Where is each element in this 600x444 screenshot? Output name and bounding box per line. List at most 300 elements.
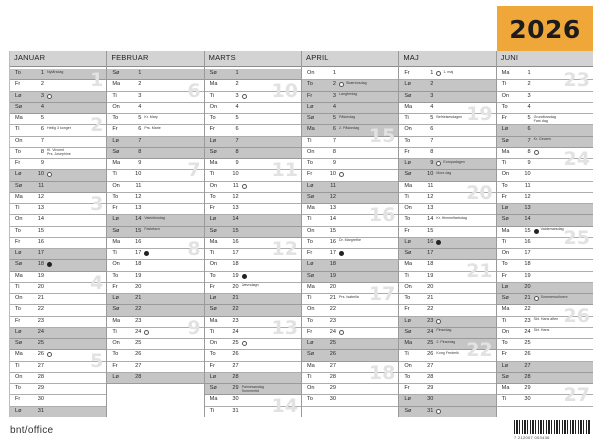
day-number: 26 [135, 351, 142, 358]
weekday-label: Ma [404, 261, 413, 268]
day-row[interactable] [10, 170, 106, 181]
weekday-label: On [307, 148, 315, 155]
day-row[interactable] [205, 215, 301, 226]
day-row[interactable] [399, 317, 495, 328]
day-number: 15 [135, 227, 142, 234]
day-number: 20 [524, 283, 531, 290]
day-row[interactable] [497, 260, 593, 271]
barcode-number: 7 212007 003436 [514, 435, 550, 440]
day-number: 1 [332, 70, 336, 76]
day-row[interactable] [302, 114, 398, 125]
day-row[interactable] [10, 305, 106, 316]
day-number: 18 [135, 261, 142, 268]
weekday-label: On [501, 250, 510, 256]
day-row[interactable] [302, 182, 398, 193]
weekday-label: On [209, 182, 218, 189]
weekday-label: Ti [501, 396, 507, 403]
day-row[interactable] [205, 350, 301, 361]
day-row[interactable] [399, 294, 495, 305]
day-number: 11 [232, 182, 239, 189]
day-number: 4 [235, 103, 239, 110]
day-row[interactable] [205, 193, 301, 204]
weekday-label: Lø [307, 261, 314, 268]
weekday-label: Lø [112, 373, 119, 380]
day-event: Kr. Himmelfartsdag [436, 215, 467, 220]
day-row[interactable] [205, 305, 301, 316]
day-number: 17 [135, 250, 142, 256]
full-moon-icon [436, 409, 441, 414]
day-row[interactable] [399, 305, 495, 316]
day-row[interactable] [107, 373, 203, 384]
week-number: 6 [187, 80, 201, 103]
day-row[interactable] [10, 103, 106, 114]
weekday-label: Sø [501, 137, 509, 144]
weekday-label: Ti [501, 238, 507, 245]
day-number: 26 [37, 351, 44, 358]
weekday-label: Ma [307, 205, 315, 211]
weekday-label: Fr [209, 205, 215, 211]
day-row[interactable] [399, 159, 495, 170]
month-name: JANUAR [14, 53, 46, 62]
day-row[interactable] [302, 103, 398, 114]
weekday-label: To [307, 160, 313, 166]
day-row[interactable] [10, 137, 106, 148]
day-row[interactable] [205, 137, 301, 148]
day-row[interactable] [399, 328, 495, 339]
day-row[interactable] [205, 69, 301, 80]
week-number: 26 [563, 305, 590, 328]
weekday-label: Ma [112, 160, 121, 166]
day-row[interactable] [205, 384, 301, 395]
day-number: 25 [524, 340, 531, 346]
weekday-label: Fr [307, 92, 313, 99]
weekday-label: Ti [15, 205, 20, 211]
day-event: Kl. Vincent Prs. Josephine [47, 148, 71, 157]
day-number: 29 [427, 385, 434, 391]
day-row[interactable] [302, 170, 398, 181]
day-row[interactable] [10, 384, 106, 395]
weekday-label: Sø [307, 272, 315, 279]
day-row[interactable] [497, 193, 593, 204]
full-moon-icon [534, 150, 539, 155]
day-row[interactable] [497, 328, 593, 339]
weekday-label: Fr [15, 160, 21, 166]
week-number: 14 [271, 395, 298, 417]
day-number: 5 [138, 115, 142, 121]
day-number: 21 [37, 295, 44, 301]
day-row[interactable] [497, 272, 593, 283]
day-number: 5 [527, 115, 531, 121]
day-row[interactable] [302, 384, 398, 395]
weekday-label: Fr [209, 126, 215, 133]
day-row[interactable] [497, 92, 593, 103]
day-number: 19 [135, 272, 142, 279]
weekday-label: Ti [404, 193, 409, 200]
day-row[interactable] [302, 92, 398, 103]
day-number: 19 [232, 272, 239, 279]
month-header [10, 51, 106, 67]
day-row[interactable] [107, 227, 203, 238]
day-row[interactable] [10, 317, 106, 328]
day-number: 5 [235, 115, 239, 121]
day-row[interactable] [497, 283, 593, 294]
weekday-label: Sø [209, 385, 217, 391]
day-row[interactable] [399, 137, 495, 148]
day-number: 29 [329, 385, 336, 391]
weekday-label: Ma [112, 238, 121, 245]
day-row[interactable] [497, 249, 593, 260]
day-row[interactable] [205, 362, 301, 373]
day-number: 22 [427, 306, 434, 313]
weekday-label: Ma [501, 306, 510, 313]
day-row[interactable] [399, 69, 495, 80]
day-row[interactable] [399, 373, 495, 384]
weekday-label: Fr [209, 362, 215, 369]
day-row[interactable] [107, 305, 203, 316]
day-row[interactable] [302, 249, 398, 260]
day-event: Nytårsdag [47, 69, 64, 74]
day-row[interactable] [107, 362, 203, 373]
weekday-label: To [209, 115, 216, 121]
week-number: 9 [187, 316, 201, 339]
day-row[interactable] [399, 215, 495, 226]
day-row[interactable] [399, 249, 495, 260]
week-number: 17 [368, 282, 396, 305]
weekday-label: Ma [15, 115, 23, 121]
week-number: 21 [466, 260, 493, 283]
day-number: 20 [329, 283, 336, 290]
day-row[interactable] [497, 114, 593, 125]
day-number: 18 [37, 261, 44, 268]
day-row[interactable] [399, 148, 495, 159]
day-row[interactable] [497, 350, 593, 361]
day-row[interactable] [399, 283, 495, 294]
weekday-label: Lø [15, 171, 22, 178]
day-number: 4 [138, 103, 142, 110]
day-row[interactable] [497, 362, 593, 373]
day-row[interactable] [10, 92, 106, 103]
day-row[interactable] [10, 294, 106, 305]
day-row[interactable] [107, 204, 203, 215]
day-number: 14 [135, 216, 142, 223]
weekday-label: To [501, 261, 508, 268]
weekday-label: On [307, 227, 315, 234]
full-moon-icon [47, 94, 52, 99]
day-row[interactable] [497, 204, 593, 215]
day-row[interactable] [107, 339, 203, 350]
day-row[interactable] [10, 182, 106, 193]
day-row[interactable] [302, 328, 398, 339]
day-row[interactable] [205, 204, 301, 215]
day-number: 1 [527, 70, 531, 76]
day-row[interactable] [10, 407, 106, 418]
week-number: 12 [271, 237, 298, 260]
day-row[interactable] [302, 193, 398, 204]
day-number: 28 [135, 373, 142, 380]
day-row[interactable] [10, 159, 106, 170]
day-row[interactable] [302, 339, 398, 350]
day-row[interactable] [205, 272, 301, 283]
day-row[interactable] [302, 227, 398, 238]
day-row[interactable] [10, 339, 106, 350]
day-number: 12 [427, 193, 434, 200]
day-row[interactable] [107, 272, 203, 283]
day-row[interactable] [497, 182, 593, 193]
day-number: 10 [135, 171, 142, 178]
day-event: Skærtorsdag [346, 80, 367, 85]
weekday-label: Ma [15, 193, 23, 200]
day-row[interactable] [497, 215, 593, 226]
day-number: 30 [329, 396, 336, 403]
day-row[interactable] [205, 114, 301, 125]
day-number: 15 [37, 227, 44, 234]
day-row[interactable] [107, 125, 203, 136]
day-row[interactable] [302, 317, 398, 328]
day-number: 8 [40, 148, 44, 155]
day-row[interactable] [205, 373, 301, 384]
day-row[interactable] [10, 227, 106, 238]
day-number: 6 [527, 126, 531, 133]
day-row[interactable] [205, 148, 301, 159]
day-event: Skt. Hans aften [533, 317, 559, 321]
weekday-label: Fr [307, 171, 313, 178]
weekday-label: Fr [112, 126, 118, 133]
weekday-label: On [404, 205, 412, 211]
day-row[interactable] [399, 384, 495, 395]
day-row[interactable] [399, 92, 495, 103]
day-row[interactable] [399, 80, 495, 91]
day-row[interactable] [10, 328, 106, 339]
weekday-label: Lø [209, 295, 217, 301]
day-row[interactable] [107, 283, 203, 294]
day-number: 10 [232, 171, 239, 178]
day-number: 29 [37, 385, 44, 391]
weekday-label: Fr [15, 238, 21, 245]
day-row[interactable] [497, 103, 593, 114]
day-row[interactable] [107, 114, 203, 125]
week-number: 3 [90, 192, 104, 215]
day-row[interactable] [399, 227, 495, 238]
weekday-label: Ma [307, 283, 315, 290]
day-row[interactable] [10, 148, 106, 159]
day-number: 3 [235, 92, 239, 99]
day-row[interactable] [399, 238, 495, 249]
weekday-label: Ma [307, 126, 315, 133]
weekday-label: Fr [15, 81, 21, 88]
weekday-label: Ti [15, 126, 20, 133]
day-row[interactable] [10, 215, 106, 226]
day-row[interactable] [205, 125, 301, 136]
day-number: 2 [235, 81, 239, 88]
day-row[interactable] [205, 227, 301, 238]
weekday-label: On [307, 70, 315, 76]
weekday-label: Sø [501, 216, 509, 223]
day-row[interactable] [10, 395, 106, 406]
day-number: 23 [524, 317, 531, 324]
day-row[interactable] [302, 260, 398, 271]
day-number: 3 [138, 92, 142, 99]
day-row[interactable] [107, 69, 203, 80]
weekday-label: To [307, 396, 313, 403]
day-row[interactable] [205, 103, 301, 114]
day-row[interactable] [205, 294, 301, 305]
day-row[interactable] [205, 283, 301, 294]
day-number: 6 [235, 126, 239, 133]
day-event: Befrielsesdagen [436, 114, 463, 119]
day-number: 27 [135, 362, 142, 369]
day-number: 13 [427, 205, 434, 211]
weekday-label: To [15, 306, 21, 313]
weekday-label: Fr [112, 362, 118, 369]
day-row[interactable] [497, 294, 593, 305]
day-number: 12 [329, 193, 336, 200]
day-event: Skt. Hans [533, 328, 550, 333]
day-number: 11 [427, 182, 434, 189]
day-row[interactable] [10, 373, 106, 384]
day-row[interactable] [399, 362, 495, 373]
weekday-label: To [307, 317, 313, 324]
day-number: 20 [232, 283, 239, 290]
day-row[interactable] [107, 103, 203, 114]
day-row[interactable] [399, 204, 495, 215]
day-row[interactable] [302, 305, 398, 316]
day-event: Valentinsdag [144, 215, 165, 220]
day-number: 13 [135, 205, 142, 211]
day-number: 13 [329, 205, 336, 211]
day-row[interactable] [302, 80, 398, 91]
day-number: 16 [427, 238, 434, 245]
day-row[interactable] [205, 260, 301, 271]
weekday-label: Fr [501, 193, 507, 200]
weekday-label: To [15, 227, 21, 234]
day-event: Pinsedag [436, 328, 452, 333]
day-number: 7 [527, 137, 531, 144]
weekday-label: On [15, 137, 23, 144]
day-number: 3 [40, 92, 44, 99]
day-number: 18 [524, 261, 531, 268]
day-number: 9 [527, 160, 531, 166]
weekday-label: Sø [404, 407, 412, 414]
weekday-label: Lø [501, 362, 509, 369]
new-moon-icon [339, 251, 344, 256]
day-number: 27 [329, 362, 336, 369]
weekday-label: Ti [501, 160, 507, 166]
weekday-label: On [501, 328, 510, 335]
day-row[interactable] [10, 249, 106, 260]
day-row[interactable] [302, 148, 398, 159]
day-row[interactable] [497, 137, 593, 148]
weekday-label: Sø [209, 70, 217, 76]
day-row[interactable] [10, 260, 106, 271]
day-number: 24 [524, 328, 531, 335]
new-moon-icon [47, 262, 52, 267]
day-number: 17 [524, 250, 531, 256]
full-moon-icon [534, 296, 539, 301]
day-row[interactable] [302, 238, 398, 249]
weekday-label: Ti [112, 328, 117, 335]
day-row[interactable] [107, 148, 203, 159]
day-number: 22 [232, 306, 239, 313]
day-row[interactable] [107, 215, 203, 226]
day-number: 23 [37, 317, 44, 324]
day-number: 19 [329, 272, 336, 279]
day-number: 18 [329, 261, 336, 268]
day-number: 18 [427, 261, 434, 268]
day-row[interactable] [302, 159, 398, 170]
day-row[interactable] [107, 182, 203, 193]
day-row[interactable] [302, 395, 398, 406]
day-event: Europadagen [443, 159, 465, 164]
day-row[interactable] [302, 69, 398, 80]
day-row[interactable] [205, 182, 301, 193]
day-number: 23 [427, 317, 434, 324]
day-event: Grundlovsdag Fars dag [533, 114, 557, 123]
weekday-label: Lø [501, 205, 509, 211]
day-row[interactable] [107, 350, 203, 361]
day-number: 31 [427, 407, 434, 414]
day-row[interactable] [497, 373, 593, 384]
day-row[interactable] [399, 395, 495, 406]
weekday-label: Ma [15, 351, 23, 358]
day-event: 2. Pinsedag [436, 339, 456, 344]
day-event: Fastelavn [144, 227, 160, 231]
weekday-label: On [404, 283, 412, 290]
day-row[interactable] [497, 125, 593, 136]
weekday-label: Fr [209, 283, 215, 290]
weekday-label: Ma [209, 81, 218, 88]
day-row[interactable] [107, 294, 203, 305]
weekday-label: Lø [404, 396, 411, 403]
week-number: 11 [271, 159, 298, 181]
day-number: 8 [235, 148, 239, 155]
day-row[interactable] [205, 339, 301, 350]
weekday-label: Sø [501, 373, 509, 380]
weekday-label: Ti [209, 171, 215, 178]
full-moon-icon [47, 352, 52, 357]
day-row[interactable] [302, 272, 398, 283]
day-number: 21 [135, 295, 142, 301]
day-row[interactable] [107, 193, 203, 204]
day-number: 17 [427, 250, 434, 256]
day-number: 12 [135, 193, 142, 200]
day-number: 7 [332, 137, 336, 144]
day-number: 2 [40, 81, 44, 88]
day-number: 1 [40, 70, 44, 76]
month-name: FEBRUAR [111, 53, 149, 62]
day-row[interactable] [107, 260, 203, 271]
weekday-label: Lø [404, 238, 411, 245]
day-number: 8 [430, 148, 434, 155]
weekday-label: Sø [404, 250, 412, 256]
day-row[interactable] [10, 238, 106, 249]
weekday-label: Lø [307, 182, 314, 189]
day-number: 16 [135, 238, 142, 245]
day-row[interactable] [497, 170, 593, 181]
week-number: 7 [187, 159, 201, 181]
day-number: 26 [329, 351, 336, 358]
day-row[interactable] [497, 339, 593, 350]
day-row[interactable] [107, 137, 203, 148]
week-number: 1 [90, 69, 104, 91]
day-row[interactable] [399, 170, 495, 181]
day-row[interactable] [399, 125, 495, 136]
day-row[interactable] [302, 350, 398, 361]
weekday-label: Fr [501, 351, 507, 358]
weekday-label: On [209, 103, 218, 110]
calendar-sheet [9, 51, 593, 417]
day-row[interactable] [399, 407, 495, 418]
day-number: 6 [430, 126, 434, 133]
